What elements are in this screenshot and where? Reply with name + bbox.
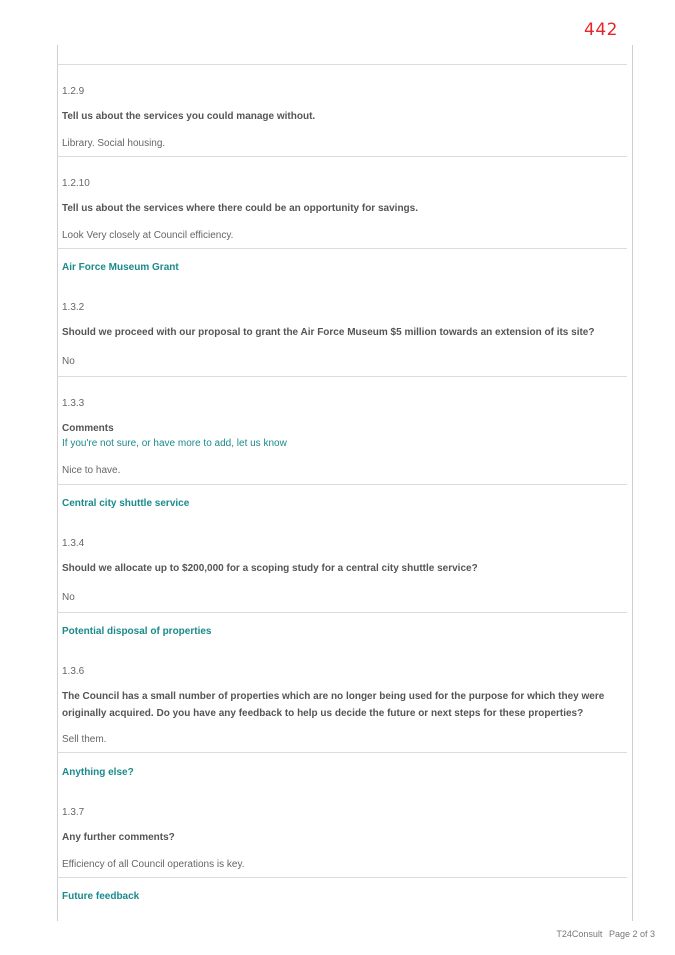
divider	[57, 248, 627, 249]
question-text: Any further comments?	[62, 832, 175, 843]
answer-text: Nice to have.	[62, 465, 121, 476]
question-text: Comments	[62, 423, 114, 434]
question-number: 1.3.6	[62, 666, 85, 677]
question-text: Tell us about the services where there could be an opportunity for savings.	[62, 203, 419, 214]
question-number: 1.2.9	[62, 86, 85, 97]
answer-text: No	[62, 592, 75, 603]
question-text: The Council has a small number of properties which are no longer being used for the purpose for which they were originally acquired. Do you have any feedback to help us decide the future or next steps for these properties?	[62, 691, 605, 719]
page-number: 442	[584, 20, 618, 40]
question-number: 1.3.7	[62, 807, 85, 818]
content-frame	[57, 45, 633, 921]
section-heading: Anything else?	[62, 767, 134, 778]
divider	[57, 484, 627, 485]
section-heading: Central city shuttle service	[62, 498, 190, 509]
question-number: 1.3.2	[62, 302, 85, 313]
divider	[57, 612, 627, 613]
question-number: 1.2.10	[62, 178, 90, 189]
question-text: Should we proceed with our proposal to grant the Air Force Museum $5 million towards an extension of its site?	[62, 327, 595, 338]
answer-text: No	[62, 356, 75, 367]
divider	[57, 877, 627, 878]
question-number: 1.3.4	[62, 538, 85, 549]
divider	[57, 64, 627, 65]
divider	[57, 752, 627, 753]
question-number: 1.3.3	[62, 398, 85, 409]
section-heading: Future feedback	[62, 891, 140, 902]
section-heading: Air Force Museum Grant	[62, 262, 179, 273]
section-heading: Potential disposal of properties	[62, 626, 212, 637]
question-hint: If you're not sure, or have more to add, let us know	[62, 438, 287, 449]
footer	[556, 929, 655, 939]
answer-text: Efficiency of all Council operations is key.	[62, 859, 245, 870]
question-text: Tell us about the services you could manage without.	[62, 111, 316, 122]
question-text: Should we allocate up to $200,000 for a scoping study for a central city shuttle service?	[62, 563, 478, 574]
divider	[57, 156, 627, 157]
footer-page-indicator: Page 2 of 3	[608, 929, 655, 939]
footer-brand: T24Consult	[556, 929, 603, 939]
answer-text: Sell them.	[62, 734, 107, 745]
answer-text: Look Very closely at Council efficiency.	[62, 230, 234, 241]
divider	[57, 376, 627, 377]
answer-text: Library. Social housing.	[62, 138, 166, 149]
